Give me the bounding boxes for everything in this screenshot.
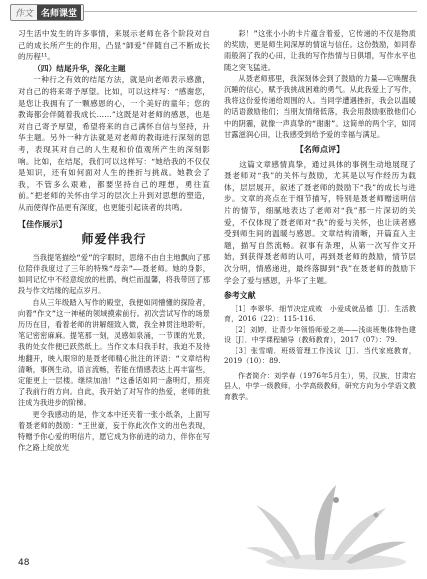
essay-paragraph: 从聂老师那里，我深刻体会到了鼓励的力量——它唤醒我沉睡的信心，赋予我挑战困难的勇气。从此我爱上了写作，我将这份爱传递给周围的人。当同学遭遇挫折，我会以温暖的话语激励他们；当朋友情绪低落，我会用鼓励驱散他们心中的阴霾，就像一声真挚的“谢谢”。这简单的两个字，如同甘露滋润心田，让我感受到给予爱的幸福与满足。 [224, 73, 416, 139]
author-note: 作者简介：刘学春（1976年5月生），男，汉族，甘肃宕县人，中学一级教师，小学高级教师，研究方向为小学语文教育教学。 [224, 371, 416, 401]
plant-illustration [236, 470, 416, 570]
section-label-review: 【名师点评】 [295, 145, 345, 155]
review-paragraph: 这篇文章感情真挚，通过具体的事例生动地展现了聂老师对“我”的关怀与鼓励，尤其是以写作经历为载体，层层展开，叙述了聂老师的鼓励下“我”的成长与进步。文章的亮点在于细节描写，特别是聂老师赠送明信片的情节，细腻地表达了老师对“我”那一片深切的关爱，不仅体现了聂老师对“我”的爱与关怀，也让读者感受到师生间的温暖与感恩。文章结构清晰，开篇直入主题，描写自然流畅。叙事有条理，从第一次写作文开始，到获得聂老师的认可，再到聂老师的鼓励，情节层次分明，情感递进，最终落脚到“我”在聂老师的鼓励下学会了爱与感恩，升华了主题。 [224, 159, 416, 285]
header-rule [84, 11, 417, 12]
reference-item: ［3］张雪晴．班级管理工作浅议［J］．当代家庭教育，2019（10）：89. [224, 346, 416, 366]
column-logo-word: 作文 [15, 9, 34, 19]
page-header [0, 0, 427, 22]
paragraph-continued: 习生活中发生的许多事情，来展示老师在各个阶段对自己的成长所产生的作用，凸显“師爱”伴随自己不断成长的历程¹¹。 [18, 29, 210, 62]
right-column [224, 28, 416, 402]
section-label-sample: 【佳作展示】 [18, 219, 67, 229]
essay-paragraph: 当我提笔描绘“爱”的字眼时，思绪不由自主地飘向了那位陪伴我度过了三年的特殊“母亲”——聂老师。她的身影，如同记忆中不经意绽放的杜鹃，绚烂而温馨，将我带回了那段与作文结缘的起点岁月。 [18, 252, 210, 296]
paragraph-conclusion-method: 一种行之有效的结尾方法，就是向老师表示感激，对自己的将来寄予厚望。比如，可以这样写：“感谢您，是您让我拥有了一颗感恩的心，一个美好的童年；您的教诲都会伴随着我成长……”这既是对老师的感恩，也是对自己寄予厚望，希望将来的自己满怀自信与坚持，升华主题。另外一种方法就是对老师的教诲进行深刻的思考，表现其对自己的人生观和价值观所产生的深刻影响。比如，在结尾，我们可以这样写：“她给我的不仅仅是知识，还有如何面对人生的挫折与挑战。她教会了我，不管多么艰难，都要坚持自己的理想，勇往直前。”把老师的关怀由学习的层次上升到对思想的塑造，从而使得作品更有深度，也更能引起读者的共鸣。 [18, 75, 210, 212]
subheading-conclusion: （四）结尾升华，深化主题 [33, 63, 126, 73]
essay-body-continued [224, 28, 416, 140]
left-column [18, 28, 210, 453]
column-logo [10, 4, 84, 21]
essay-paragraph: 自从三年级踏入写作的殿堂，我便如同懵懂的探险者，向着“作文”这一神秘的领域摸索前行。初次尝试写作的场景历历在目，看着老师的讲解细致入微，我全神贯注地聆听，笔记密密麻麻。提笔那一刻，灵感如泉涌，一节课的光景，我的处女作便已跃然纸上。当作文本归我手时，我迫不及待地翻开，映入眼帘的是聂老师精心批注的评语：“文章结构清晰，事例生动，语言流畅，若能在情感表达上再丰富些，定能更上一层楼。继续加油！”这番话如同一盏明灯，照亮了我前行的方向。自此，我开始了对写作的热爱，老师的批注成为我进步的阶梯。 [18, 297, 210, 408]
essay-paragraph: 更令我感动的是，作文本中还夹着一张小纸条，上面写着聂老师的鼓励：“王世豪，妄于你此次作文的出色表现，特赠予你心爱的明信片，愿它成为你前进的动力，伴你在写作之路上绽放光 [18, 409, 210, 453]
essay-paragraph: 彩！”这张小小的卡片蕴含着爱，它传递的不仅是物质的奖励，更是师生间深厚的情谊与信任。这份鼓励，如同春雨般润了我的心田，让我的写作热情与日俱增，写作水平也随之突飞猛进。 [224, 29, 416, 72]
essay-body [18, 252, 210, 454]
essay-title: 师爱伴我行 [81, 232, 147, 247]
column-logo-title: 名师课堂 [37, 5, 81, 20]
reference-item: ［1］李翠华．细节决定成败 小爱成就品德［J］．生活教育，2016（22）：115-116. [224, 304, 416, 324]
reference-item: ［2］刘婷．让青少年领悟师爱之美——浅谈班集体特色建设［J］．中学课程辅导（教师教育），2017（07）：79. [224, 325, 416, 345]
references-title: 参考文献 [224, 291, 256, 301]
page-number: 48 [18, 558, 30, 568]
